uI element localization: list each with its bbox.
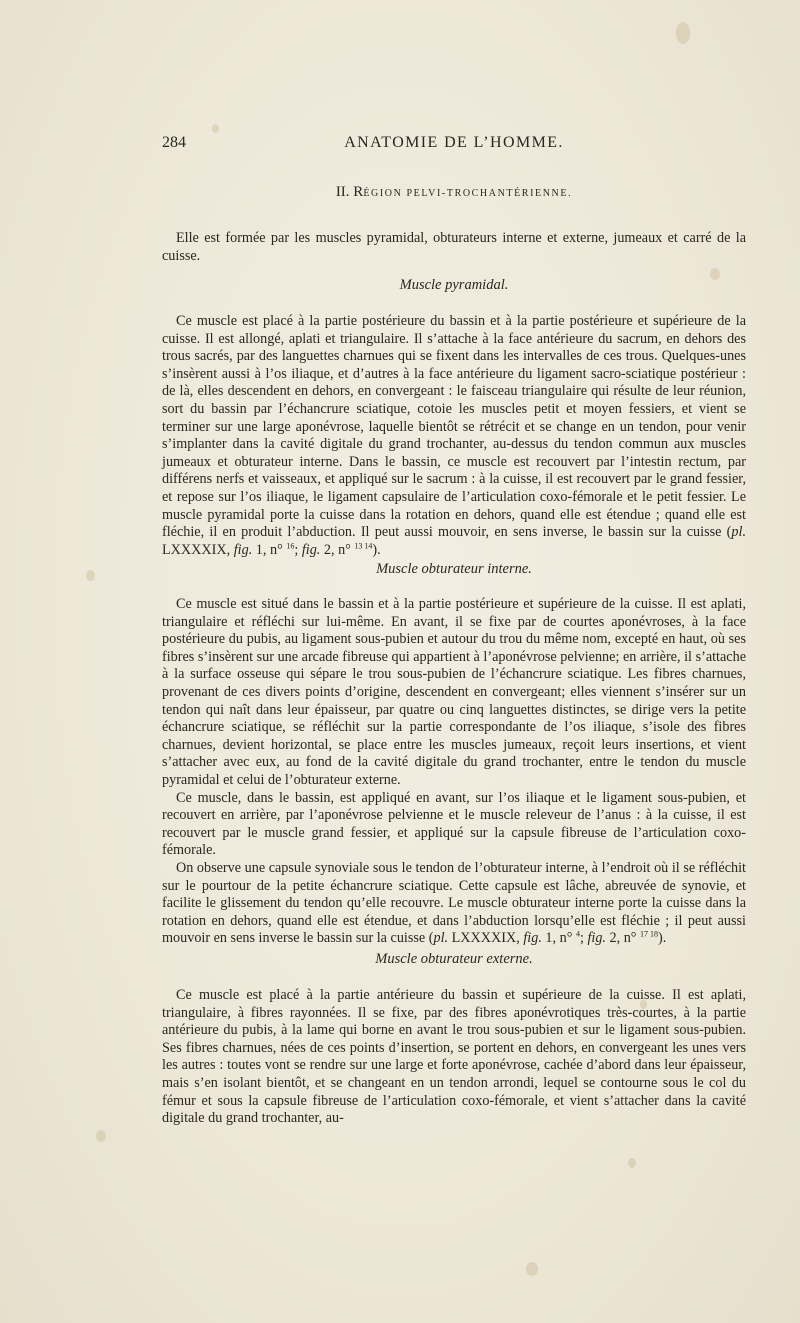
stain-spot (526, 1262, 538, 1276)
stain-spot (96, 1130, 106, 1142)
section-number: II. R (335, 184, 364, 200)
obturateur-interne-paragraph-3: On observe une capsule synoviale sous le tendon de l’obturateur interne, à l’endroit où il se réfléchit sur le pourtour de la petite échancrure sciatique. Cette capsule est lâche, abreuvée de synovie, et facilite le glissement du tendon qu’elle recouvre. Le muscle obturateur interne porte la cuisse dans la rotation en dehors, quand elle est étendue, et dans l’abduction lorsqu’elle est fléchie ; il peut aussi mouvoir en sens inverse le bassin sur la cuisse (pl. LXXXXIX, fig. 1, n° $^4$; fig. 2, n° $^{17 18}$). (162, 859, 746, 947)
stain-spot (212, 124, 219, 133)
page-header (162, 134, 746, 158)
obturateur-externe-block (162, 987, 746, 1128)
intro-paragraph: Elle est formée par les muscles pyramidal, obturateurs interne et externe, jumeaux et carré de la cuisse. (162, 230, 746, 264)
obturateur-externe-paragraph: Ce muscle est placé à la partie antérieure du bassin et supérieure de la cuisse. Il est aplati, triangulaire, à fibres rayonnées. Il se fixe, par des fibres aponévrotiques très-courtes, à la partie antérieure du pubis, à la lame qui borne en avant le trou sous-pubien et sur le ligament sous-pubien. Ses fibres charnues, nées de ces points d’insertion, se portent en dehors, en convergeant les unes vers les autres : toutes vont se rendre sur une large et forte aponévrose, cachée d’abord dans leur épaisseur, mais s’en isolant bientôt, et se changeant en un tendon arrondi, lequel se contourne sous le col du fémur et sous la capsule fibreuse de l’articulation coxo-fémorale, et vient s’attacher dans la cavité digitale du grand trochanter, au- (162, 987, 746, 1127)
intro-paragraph-block (162, 230, 746, 265)
obturateur-interne-block (162, 596, 746, 948)
section-title (162, 184, 746, 201)
pyramidal-block (162, 313, 746, 559)
stain-spot (628, 1158, 636, 1168)
obturateur-interne-paragraph-2: Ce muscle, dans le bassin, est appliqué en avant, sur l’os iliaque et le ligament sous-pubien, et recouvert en arrière, par l’aponévrose pelvienne et le muscle releveur de l’anus : à la cuisse, il est recouvert par le muscle grand fessier, et appliqué sur la capsule fibreuse de l’articulation coxo-fémorale. (162, 789, 746, 859)
heading-obturateur-externe: Muscle obturateur externe. (375, 951, 533, 967)
pyramidal-paragraph: Ce muscle est placé à la partie postérieure du bassin et à la partie postérieure et supérieure de la cuisse. Il est allongé, aplati et triangulaire. Il s’attache à la face antérieure du sacrum, en dehors des trous sacrés, par des languettes charnues qui se fixent dans les intervalles de ces trous. Quelques-unes s’insèrent aussi à l’os iliaque, et d’autres à la face antérieure du ligament sacro-sciatique postérieur : de là, elles descendent en dehors, en convergeant : le faisceau triangulaire qui résulte de leur réunion, sort du bassin par l’échancrure sciatique, cotoie les muscles petit et moyen fessiers, et vient se terminer sur une large aponévrose, laquelle bientôt se rétrécit et se change en un tendon, pour venir s’implanter dans la cavité digitale du grand trochanter, au-dessus du tendon commun aux muscles jumeaux et obturateur interne. Dans le bassin, ce muscle est recouvert par l’intestin rectum, par différens nerfs et vaisseaux, et appliqué sur le sacrum : à la cuisse, il est recouvert par le grand fessier, et repose sur l’os iliaque, le ligament capsulaire de l’articulation coxo-fémorale et le petit fessier. Le muscle pyramidal porte la cuisse dans la rotation en dehors, quand elle est étendue ; quand elle est fléchie, il en produit l’abduction. Il peut aussi mouvoir, en sens inverse, le bassin sur la cuisse (pl. LXXXXIX, fig. 1, n° $^{16}$; fig. 2, n° $^{13 14}$). (162, 313, 746, 558)
section-name: ÉGION PELVI-TROCHANTÉRIENNE. (363, 188, 573, 199)
obturateur-interne-paragraph-1: Ce muscle est situé dans le bassin et à la partie postérieure et supérieure de la cuisse. Il est aplati, triangulaire et réfléchi sur lui-même. En avant, il se fixe par de courtes aponévroses, à la face postérieure du pubis, au ligament sous-pubien et autour du trou du même nom, excepté en haut, où ses fibres s’insèrent sur une arcade fibreuse qui appartient à l’aponévrose pelvienne; en arrière, il s’attache à la surface osseuse qui sépare le trou sous-pubien de l’échancrure sciatique. Les fibres charnues, provenant de ces divers points d’origine, descendent en convergeant; elles viennent s’insérer sur un tendon qui naît dans leur épaisseur, par quatre ou cinq languettes distinctes, se dirige vers la petite échancrure sciatique, se réfléchit sur la partie correspondante de l’os iliaque, s’isole des fibres charnues, devient horizontal, se place entre les muscles jumeaux, reçoit leurs insertions, et vient s’attacher avec eux, au fond de la cavité digitale du grand trochanter, entre le tendon du muscle pyramidal et celui de l’obturateur externe. (162, 596, 746, 788)
stain-spot (676, 22, 690, 44)
running-title: ANATOMIE DE L’HOMME. (344, 134, 564, 151)
page-number: 284 (162, 134, 186, 151)
heading-obturateur-interne: Muscle obturateur interne. (376, 561, 532, 577)
stain-spot (86, 570, 95, 581)
heading-pyramidal: Muscle pyramidal. (399, 277, 509, 293)
